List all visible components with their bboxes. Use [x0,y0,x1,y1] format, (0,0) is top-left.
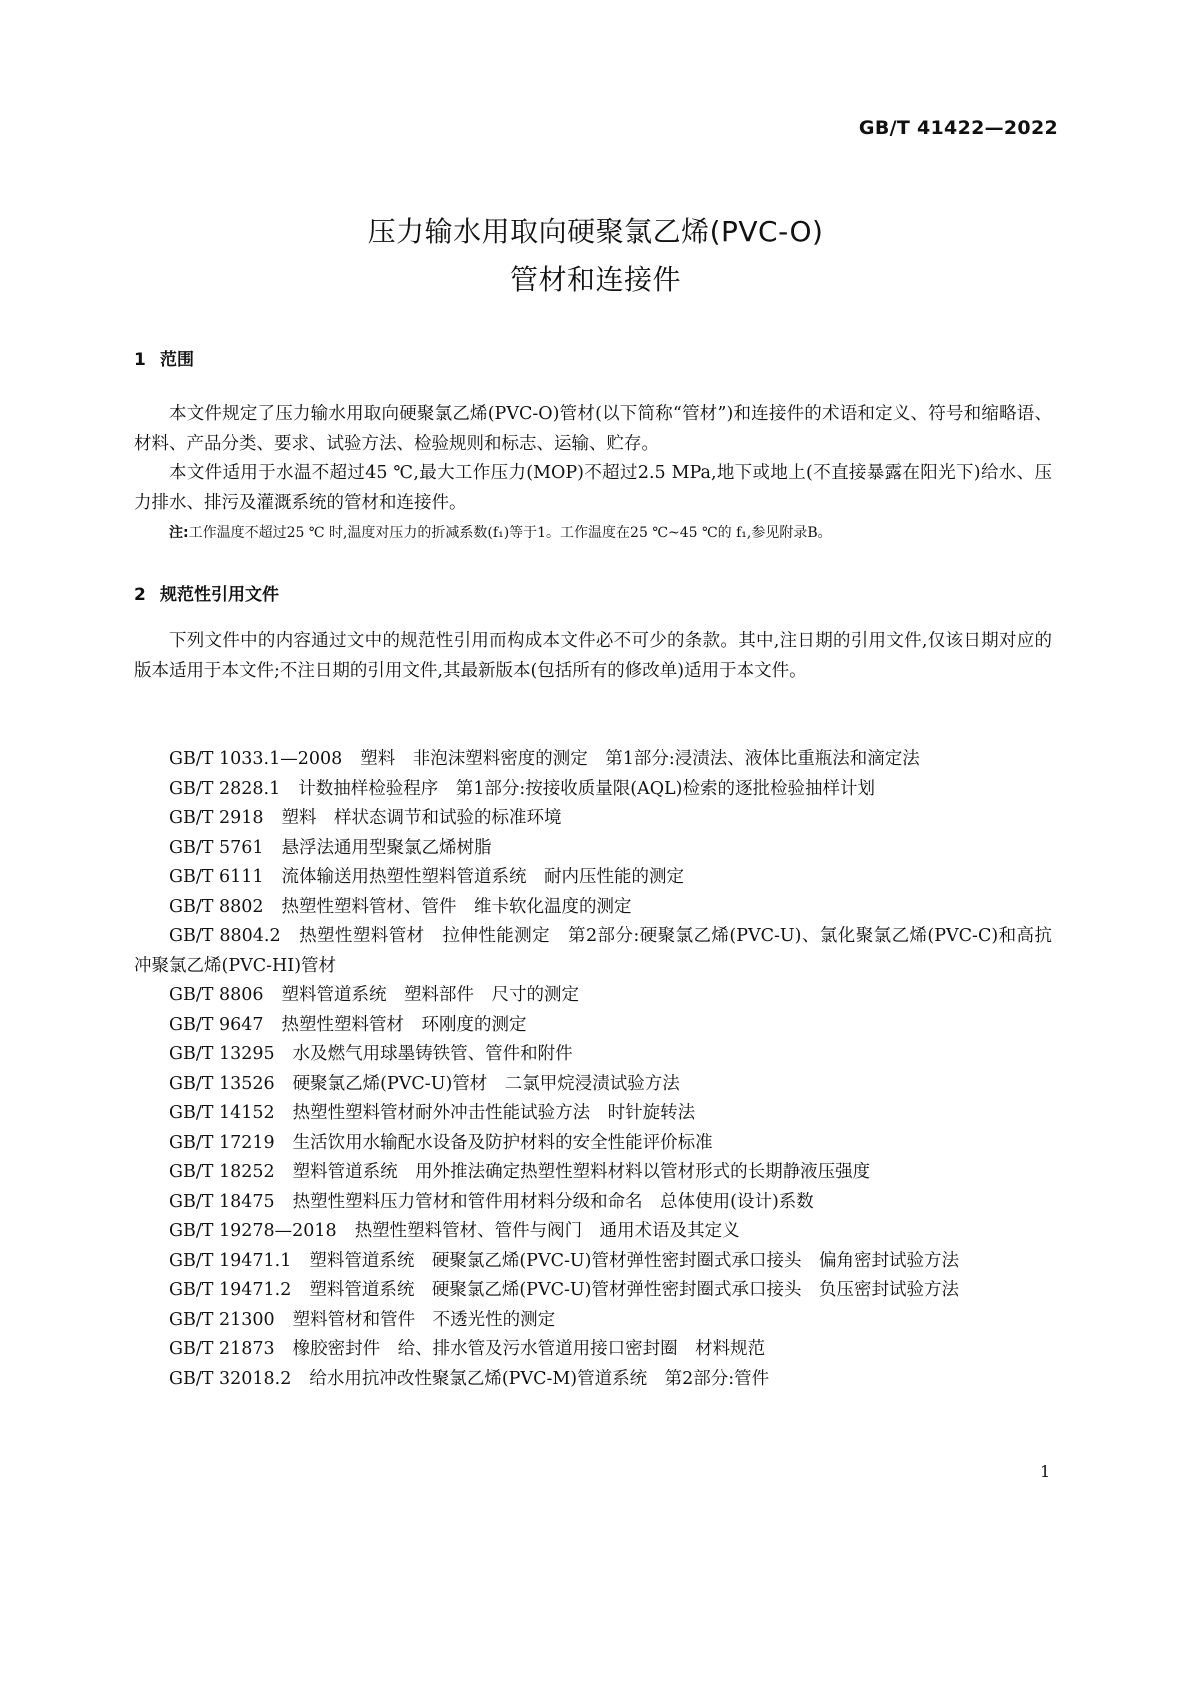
reference-item [134,922,1052,981]
reference-code: GB/T 14152 [169,1103,275,1123]
reference-item [134,775,1052,805]
reference-item [134,1011,1052,1041]
reference-title: 给水用抗冲改性聚氯乙烯(PVC-M)管道系统 第2部分:管件 [309,1368,770,1389]
section-2-heading [134,580,279,605]
scope-paragraph-1: 本文件规定了压力输水用取向硬聚氯乙烯(PVC-O)管材(以下简称“管材”)和连接件的术语和定义、符号和缩略语、材料、产品分类、要求、试验方法、检验规则和标志、运输、贮存。 [134,404,1052,454]
reference-title: 热塑性塑料管材耐外冲击性能试验方法 时针旋转法 [292,1103,696,1123]
reference-list [134,745,1052,1394]
reference-item [134,1040,1052,1070]
reference-title: 塑料 非泡沫塑料密度的测定 第1部分:浸渍法、液体比重瓶法和滴定法 [360,749,920,769]
reference-code: GB/T 8806 [169,985,264,1005]
reference-title: 塑料 样状态调节和试验的标准环境 [281,808,562,828]
reference-item [134,804,1052,834]
note-label: 注: [169,525,189,541]
reference-title: 热塑性塑料管材、管件 维卡软化温度的测定 [281,896,632,917]
scope-paragraph-2: 本文件适用于水温不超过45 ℃,最大工作压力(MOP)不超过2.5 MPa,地下或地上(不直接暴露在阳光下)给水、压力排水、排污及灌溉系统的管材和连接件。 [134,463,1052,513]
reference-item [134,1070,1052,1100]
reference-item [134,1129,1052,1159]
reference-title: 塑料管道系统 硬聚氯乙烯(PVC-U)管材弹性密封圈式承口接头 负压密封试验方法 [309,1280,959,1300]
reference-title: 热塑性塑料管材 拉伸性能测定 第2部分:硬聚氯乙烯(PVC-U)、氯化聚氯乙烯(PVC-C)和高抗冲聚氯乙烯(PVC-HI)管材 [134,926,1052,976]
reference-title: 热塑性塑料压力管材和管件用材料分级和命名 总体使用(设计)系数 [292,1191,814,1212]
section-1-heading [134,345,194,370]
reference-item [134,1217,1052,1247]
reference-title: 热塑性塑料管材 环刚度的测定 [281,1014,527,1035]
reference-title: 流体输送用热塑性塑料管道系统 耐内压性能的测定 [281,867,685,887]
reference-code: GB/T 19471.1 [169,1250,292,1271]
reference-title: 热塑性塑料管材、管件与阀门 通用术语及其定义 [354,1221,740,1241]
reference-title: 生活饮用水输配水设备及防护材料的安全性能评价标准 [292,1132,713,1153]
reference-code: GB/T 17219 [169,1132,275,1153]
reference-item [134,893,1052,923]
title-line-1: 压力输水用取向硬聚氯乙烯(PVC-O) [367,215,824,248]
reference-code: GB/T 8804.2 [169,926,281,946]
reference-code: GB/T 21873 [169,1339,275,1359]
reference-item [134,981,1052,1011]
reference-item [134,834,1052,864]
reference-title: 硬聚氯乙烯(PVC-U)管材 二氯甲烷浸渍试验方法 [292,1073,680,1094]
reference-item [134,1335,1052,1365]
reference-item [134,863,1052,893]
reference-title: 塑料管道系统 塑料部件 尺寸的测定 [281,985,580,1005]
section-2-number: 2 [134,585,146,605]
reference-title: 水及燃气用球墨铸铁管、管件和附件 [292,1044,573,1064]
reference-item [134,1247,1052,1277]
reference-code: GB/T 19278—2018 [169,1221,337,1241]
reference-code: GB/T 8802 [169,896,264,917]
reference-code: GB/T 19471.2 [169,1280,292,1300]
reference-code: GB/T 32018.2 [169,1368,292,1389]
title-line-2: 管材和连接件 [509,263,681,296]
reference-code: GB/T 18252 [169,1162,275,1182]
reference-code: GB/T 2918 [169,808,264,828]
reference-item [134,1188,1052,1218]
scope-note [169,522,1049,544]
reference-code: GB/T 13295 [169,1044,275,1064]
reference-title: 计数抽样检验程序 第1部分:按接收质量限(AQL)检索的逐批检验抽样计划 [298,778,876,799]
reference-title: 塑料管材和管件 不透光性的测定 [292,1309,556,1330]
reference-code: GB/T 9647 [169,1014,264,1035]
reference-code: GB/T 1033.1—2008 [169,749,343,769]
reference-code: GB/T 5761 [169,837,264,858]
document-title [0,208,1191,304]
reference-title: 橡胶密封件 给、排水管及污水管道用接口密封圈 材料规范 [292,1339,766,1359]
page-number: 1 [1040,1462,1051,1481]
reference-item [134,1365,1052,1395]
reference-item [134,745,1052,775]
reference-title: 塑料管道系统 硬聚氯乙烯(PVC-U)管材弹性密封圈式承口接头 偏角密封试验方法 [309,1250,959,1271]
section-1-title: 范围 [160,350,194,370]
reference-code: GB/T 18475 [169,1191,275,1212]
reference-item [134,1099,1052,1129]
standard-code: GB/T 41422—2022 [858,117,1058,139]
reference-item [134,1306,1052,1336]
reference-item [134,1158,1052,1188]
section-2-title: 规范性引用文件 [160,585,279,605]
reference-title: 塑料管道系统 用外推法确定热塑性塑料材料以管材形式的长期静液压强度 [292,1162,871,1182]
reference-item [134,1276,1052,1306]
reference-code: GB/T 6111 [169,867,264,887]
normative-references-intro: 下列文件中的内容通过文中的规范性引用而构成本文件必不可少的条款。其中,注日期的引用文件,仅该日期对应的版本适用于本文件;不注日期的引用文件,其最新版本(包括所有的修改单)适用于本文件。 [134,631,1052,681]
reference-code: GB/T 2828.1 [169,778,281,799]
reference-code: GB/T 21300 [169,1309,275,1330]
reference-code: GB/T 13526 [169,1073,275,1094]
section-1-number: 1 [134,350,146,370]
reference-title: 悬浮法通用型聚氯乙烯树脂 [281,837,492,858]
note-text: 工作温度不超过25 ℃ 时,温度对压力的折减系数(f₁)等于1。工作温度在25 ℃~45 ℃的 f₁,参见附录B。 [188,525,832,541]
